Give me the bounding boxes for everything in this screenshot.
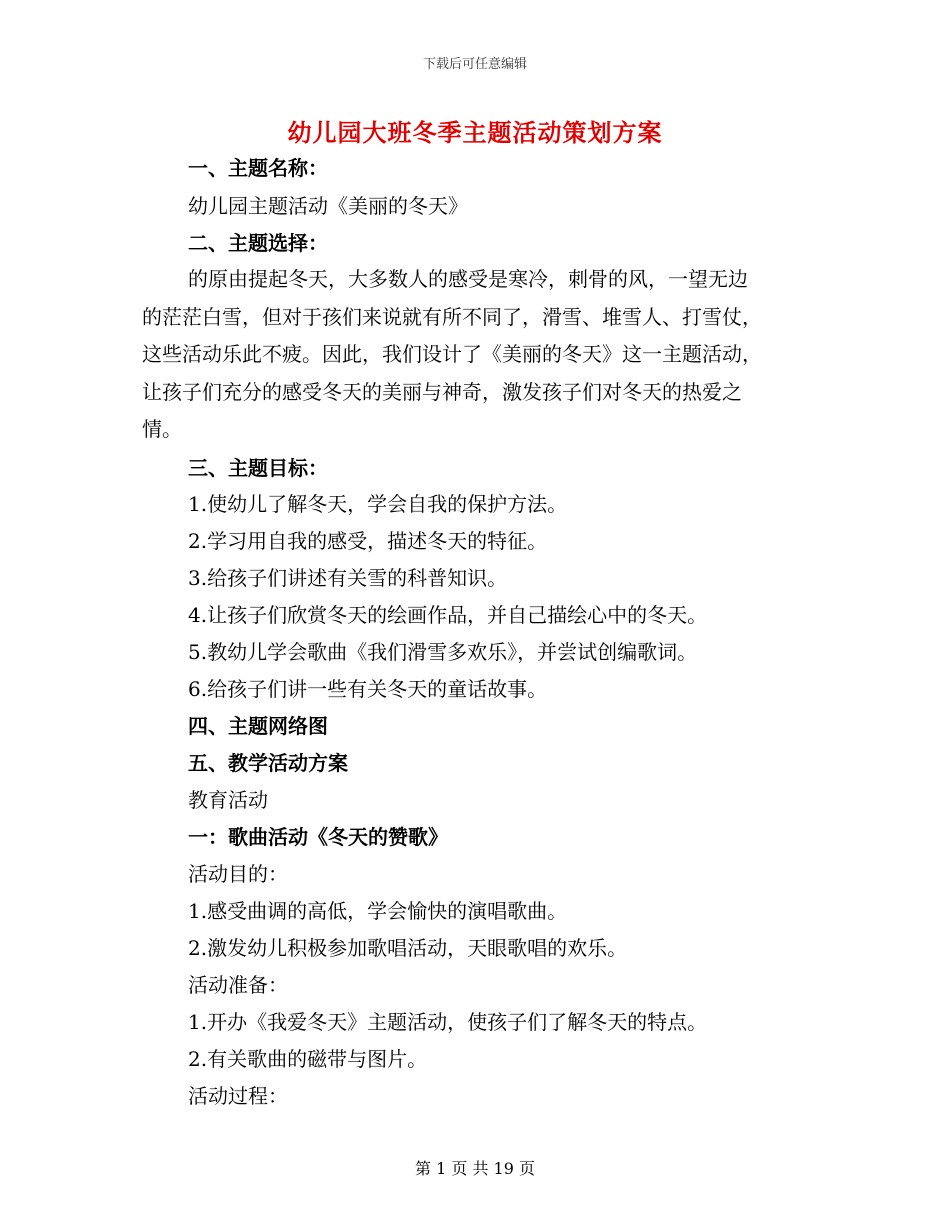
goal-item: 6.给孩子们讲一些有关冬天的童话故事。: [188, 677, 548, 701]
activity-process-label: 活动过程：: [188, 1084, 288, 1108]
paragraph-line: 这些活动乐此不疲。因此，我们设计了《美丽的冬天》这一主题活动，: [142, 342, 762, 366]
activity-prep-label: 活动准备：: [188, 973, 288, 997]
subheading-education-activity: 教育活动: [188, 788, 268, 812]
goal-item: 3.给孩子们讲述有关雪的科普知识。: [188, 566, 508, 590]
section-heading-teaching-plan: 五、教学活动方案: [188, 751, 348, 775]
goal-item: 4.让孩子们欣赏冬天的绘画作品，并自己描绘心中的冬天。: [188, 603, 708, 627]
theme-name-text: 幼儿园主题活动《美丽的冬天》: [188, 194, 468, 218]
goal-item: 2.学习用自我的感受，描述冬天的特征。: [188, 529, 548, 553]
activity-goal-item: 2.激发幼儿积极参加歌唱活动，天眼歌唱的欢乐。: [188, 936, 628, 960]
document-title: 幼儿园大班冬季主题活动策划方案: [287, 118, 663, 147]
section-heading-theme-choice: 二、主题选择：: [188, 231, 328, 255]
theme-choice-paragraph: [142, 261, 812, 449]
paragraph-line: 的原由提起冬天，大多数人的感受是寒冷，刺骨的风，一望无边: [188, 267, 748, 291]
activity-prep-item: 2.有关歌曲的磁带与图片。: [188, 1047, 428, 1071]
activity-heading-song: 一：歌曲活动《冬天的赞歌》: [188, 825, 448, 849]
section-heading-theme-name: 一、主题名称：: [188, 156, 328, 180]
paragraph-line: 让孩子们充分的感受冬天的美丽与神奇，激发孩子们对冬天的热爱之: [142, 379, 742, 404]
section-heading-theme-goals: 三、主题目标：: [188, 456, 328, 480]
activity-goal-label: 活动目的：: [188, 862, 288, 886]
header-note: 下载后可任意编辑: [422, 57, 527, 72]
activity-prep-item: 1.开办《我爱冬天》主题活动，使孩子们了解冬天的特点。: [188, 1010, 708, 1034]
paragraph-line: 的茫茫白雪，但对于孩们来说就有所不同了，滑雪、堆雪人、打雪仗，: [142, 304, 762, 329]
page-footer: 第 1 页 共 19 页: [415, 1159, 535, 1178]
goal-item: 5.教幼儿学会歌曲《我们滑雪多欢乐》，并尝试创编歌词。: [188, 640, 698, 664]
activity-goal-item: 1.感受曲调的高低，学会愉快的演唱歌曲。: [188, 899, 568, 923]
goal-item: 1.使幼儿了解冬天，学会自我的保护方法。: [188, 492, 568, 516]
section-heading-theme-network: 四、主题网络图: [188, 714, 328, 738]
paragraph-line: 情。: [142, 417, 182, 441]
